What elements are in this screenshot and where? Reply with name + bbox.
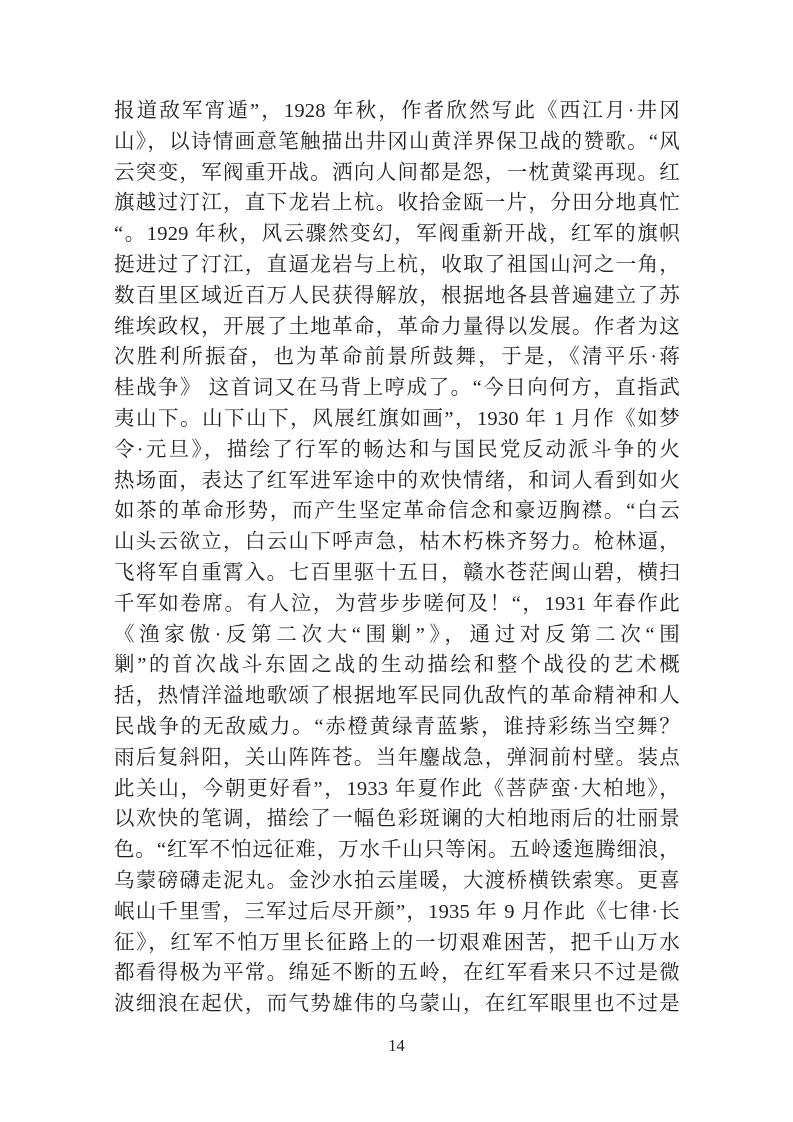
text-line: 数百里区域近百万人民获得解放，根据地各县普遍建立了苏 xyxy=(114,284,680,307)
text-line: 旗越过汀江，直下龙岩上杭。收拾金瓯一片，分田分地真忙 xyxy=(114,192,680,215)
text-line: 都看得极为平常。绵延不断的五岭，在红军看来只不过是微 xyxy=(114,962,680,985)
text-line: 挺进过了汀江，直逼龙岩与上杭，收取了祖国山河之一角， xyxy=(114,253,680,276)
text-line: 山》，以诗情画意笔触描出井冈山黄洋界保卫战的赞歌。“风 xyxy=(114,130,680,153)
text-line: 此关山，今朝更好看”，1933 年夏作此《菩萨蛮·大柏地》， xyxy=(114,777,680,800)
page-number: 14 xyxy=(388,1036,405,1055)
text-line: 次胜利所振奋，也为革命前景所鼓舞，于是，《清平乐·蒋 xyxy=(114,346,680,369)
body-text xyxy=(114,96,680,1020)
text-line: 民战争的无敌威力。“赤橙黄绿青蓝紫，谁持彩练当空舞？ xyxy=(114,715,680,738)
text-line: “。1929 年秋，风云骤然变幻，军阀重新开战，红军的旗帜 xyxy=(114,223,680,246)
text-line: 夷山下。山下山下，风展红旗如画”，1930 年 1 月作《如梦 xyxy=(114,407,680,430)
text-line: 飞将军自重霄入。七百里驱十五日，赣水苍茫闽山碧，横扫 xyxy=(114,561,680,584)
text-line: 维埃政权，开展了土地革命，革命力量得以发展。作者为这 xyxy=(114,315,680,338)
text-line: 云突变，军阀重开战。洒向人间都是怨，一枕黄粱再现。红 xyxy=(114,161,680,184)
text-line: 热场面，表达了红军进军途中的欢快情绪，和词人看到如火 xyxy=(114,469,680,492)
text-line: 岷山千里雪，三军过后尽开颜”，1935 年 9 月作此《七律·长 xyxy=(114,900,680,923)
text-line: 乌蒙磅礴走泥丸。金沙水拍云崖暖，大渡桥横铁索寒。更喜 xyxy=(114,869,680,892)
text-line: 雨后复斜阳，关山阵阵苍。当年鏖战急，弹洞前村壁。装点 xyxy=(114,746,680,769)
text-line: 《渔家傲·反第二次大“围剿”》，通过对反第二次“围 xyxy=(114,623,680,646)
text-line: 令·元旦》，描绘了行军的畅达和与国民党反动派斗争的火 xyxy=(114,438,680,461)
text-line: 千军如卷席。有人泣，为营步步嗟何及！“，1931 年春作此 xyxy=(114,592,680,615)
text-line: 剿”的首次战斗东固之战的生动描绘和整个战役的艺术概 xyxy=(114,654,680,677)
text-line: 如茶的革命形势，而产生坚定革命信念和豪迈胸襟。“白云 xyxy=(114,500,680,523)
text-line: 色。“红军不怕远征难，万水千山只等闲。五岭逶迤腾细浪， xyxy=(114,839,680,862)
text-line: 波细浪在起伏，而气势雄伟的乌蒙山，在红军眼里也不过是 xyxy=(114,993,680,1016)
text-line: 桂战争》 这首词又在马背上哼成了。“今日向何方，直指武 xyxy=(114,377,680,400)
text-line: 征》，红军不怕万里长征路上的一切艰难困苦，把千山万水 xyxy=(114,931,680,954)
text-line: 括，热情洋溢地歌颂了根据地军民同仇敌忾的革命精神和人 xyxy=(114,685,680,708)
text-line: 报道敌军宵遁”，1928 年秋，作者欣然写此《西江月·井冈 xyxy=(114,100,680,122)
text-line: 山头云欲立，白云山下呼声急，枯木朽株齐努力。枪林逼， xyxy=(114,531,680,554)
text-line: 以欢快的笔调，描绘了一幅色彩斑谰的大柏地雨后的壮丽景 xyxy=(114,808,680,831)
